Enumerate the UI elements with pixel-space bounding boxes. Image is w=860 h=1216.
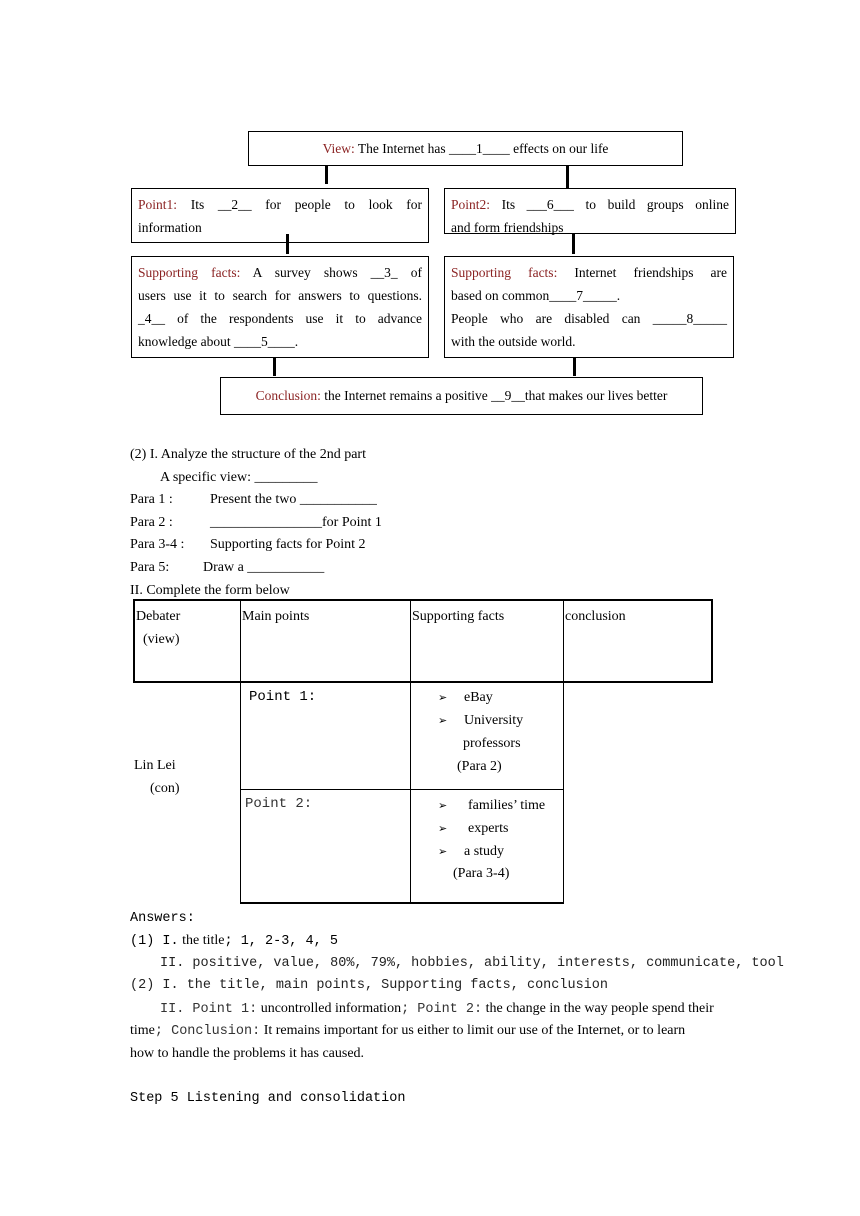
table-line [711,599,713,683]
para-3-key: Para 3-4 : [130,537,185,552]
support1-label: Supporting facts: [138,265,241,280]
point2-box [444,188,736,234]
para-3-text: Supporting facts for Point 2 [210,537,366,552]
support2-label: Supporting facts: [451,265,558,280]
conclusion-label: Conclusion: [255,388,321,403]
support1-line4: knowledge about ____5____. [138,334,299,349]
table-line [240,902,564,904]
header-debater: Debater [136,609,181,624]
para-1-text: Present the two ___________ [210,492,377,507]
connector-point1-support1 [286,234,289,254]
arrow-bullet-icon: ➢ [438,799,448,812]
answers-line-6: how to handle the problems it has caused. [130,1046,365,1061]
point1-box [131,188,429,243]
answers-line-3: (2) I. the title, main points, Supporting facts, conclusion [130,978,608,993]
para-5-key: Para 5: [130,560,170,575]
header-main-points: Main points [242,609,310,624]
arrow-bullet-icon: ➢ [438,691,448,704]
answers-title: Answers: [130,911,195,926]
table-line [410,599,411,904]
step5-heading: Step 5 Listening and consolidation [130,1091,406,1106]
connector-view-point1 [325,166,328,184]
header-view: (view) [143,632,180,647]
list-item: (Para 2) [457,759,502,774]
point2-line1: Its ___6___ to build groups online [490,197,729,212]
table-line [563,599,564,904]
arrow-bullet-icon: ➢ [438,714,448,727]
point2-label: Point2: [451,197,491,212]
table-line [133,599,713,601]
header-conclusion: conclusion [565,609,626,624]
connector-point2-support2 [572,234,575,254]
arrow-bullet-icon: ➢ [438,845,448,858]
connector-support2-conclusion [573,358,576,376]
point1-cell: Point 1: [249,689,317,705]
table-line [240,599,241,683]
list-item: ➢ experts [438,817,508,840]
support2-line3: People who are disabled can _____8_____ [451,311,727,326]
header-supporting-facts: Supporting facts [412,609,505,624]
list-item: professors [463,736,521,751]
point1-line2: information [138,220,202,235]
list-item: ➢ a study [438,840,504,863]
debater-view: (con) [150,781,180,796]
connector-support1-conclusion [273,358,276,376]
list-item: ➢ University [438,709,523,732]
point1-line1: Its __2__ for people to look for [177,197,422,212]
connector-view-point2 [566,166,569,188]
conclusion-text: the Internet remains a positive __9__that makes our lives better [320,388,668,403]
point2-cell: Point 2: [245,796,313,812]
debater-name: Lin Lei [134,758,176,773]
point1-label: Point1: [138,197,178,212]
table-line [240,683,241,904]
part2-heading: (2) I. Analyze the structure of the 2nd part [130,447,366,462]
table-line [133,599,135,683]
support2-line4: with the outside world. [451,334,576,349]
support1-line3: _4__ of the respondents use it to advance [138,311,422,326]
form-heading: II. Complete the form below [130,583,290,598]
answers-line-4: II. Point 1: uncontrolled information; Point 2: the change in the way people spend their [160,1001,714,1017]
support2-line1: Internet friendships are [557,265,727,280]
support1-line1: A survey shows __3_ of [240,265,422,280]
answers-line-1: (1) I. the title; 1, 2-3, 4, 5 [130,933,338,949]
conclusion-box [220,377,703,415]
table-line [240,789,564,790]
list-item: ➢ eBay [438,686,493,709]
point2-line2: and form friendships [451,220,564,235]
para-2-text: ________________for Point 1 [210,515,382,530]
list-item: (Para 3-4) [453,866,510,881]
view-text: The Internet has ____1____ effects on our life [354,141,609,156]
para-1-key: Para 1 : [130,492,173,507]
para-2-key: Para 2 : [130,515,173,530]
view-label: View: [322,141,355,156]
support2-box [444,256,734,358]
view-box [248,131,683,166]
arrow-bullet-icon: ➢ [438,822,448,835]
support1-line2: users use it to search for answers to questions. [138,288,422,303]
para-5-text: Draw a ___________ [203,560,325,575]
answers-line-2: II. positive, value, 80%, 79%, hobbies, ability, interests, communicate, tool [160,956,784,971]
support2-line2: based on common____7_____. [451,288,621,303]
support1-box [131,256,429,358]
answers-line-5: time; Conclusion: It remains important for us either to limit our use of the Internet, or to learn [130,1023,686,1039]
table-line [133,681,713,683]
list-item: ➢ families’ time [438,794,545,817]
part2-view-line: A specific view: _________ [160,470,318,485]
